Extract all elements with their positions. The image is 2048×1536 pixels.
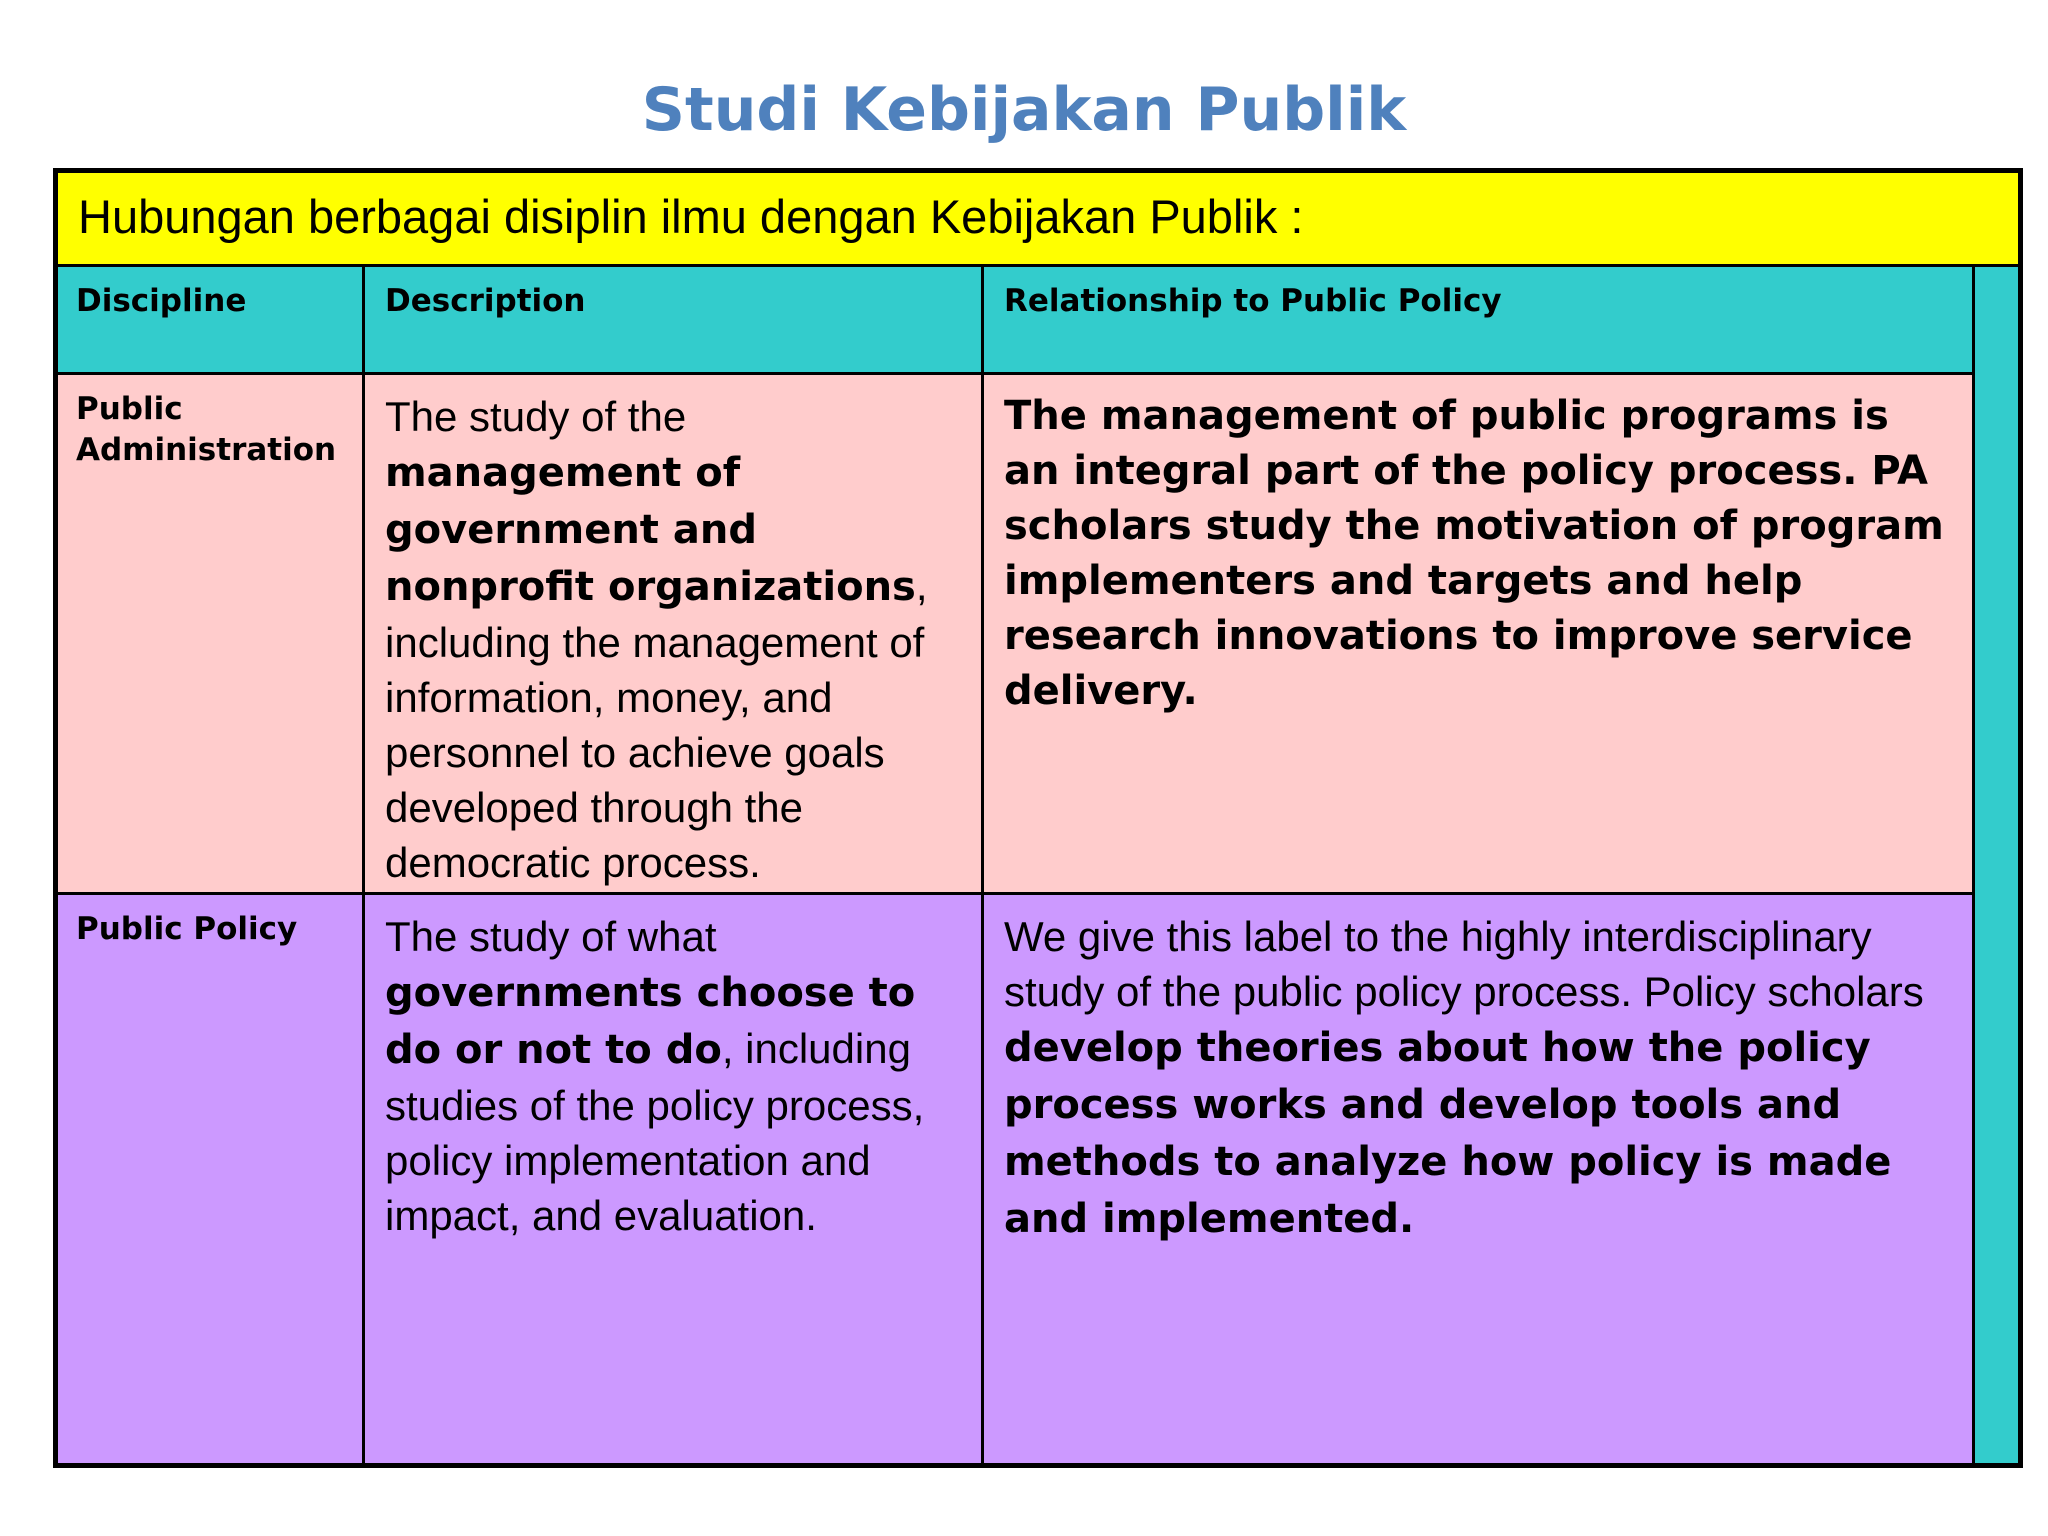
table-row	[58, 895, 1972, 1463]
header-relationship	[984, 267, 1972, 372]
description-cell	[365, 895, 984, 1463]
description-pre: The study of what	[385, 913, 717, 960]
discipline-name-line1: Public	[76, 391, 183, 427]
table-grid	[58, 267, 1975, 1463]
discipline-table	[53, 168, 2023, 1468]
header-description	[365, 267, 984, 372]
description-bold: governments choose to do or not to do	[385, 970, 916, 1073]
table-banner	[58, 173, 2018, 267]
relationship-bold: develop theories about how the policy process works and develop tools and methods to analyze how policy is made and implemented.	[1004, 1025, 1892, 1242]
relationship-cell	[984, 895, 1972, 1463]
header-relationship-label: Relationship to Public Policy	[1004, 283, 1502, 319]
description-text	[385, 389, 961, 890]
description-post: , including studies of the policy process, policy implementation and impact, and evaluation.	[385, 1025, 925, 1239]
description-text	[385, 909, 961, 1243]
header-description-label: Description	[385, 283, 586, 319]
slide-title: Studi Kebijakan Publik	[641, 75, 1407, 145]
discipline-name: Public Policy	[76, 911, 298, 947]
banner-text: Hubungan berbagai disiplin ilmu dengan Kebijakan Publik :	[78, 190, 1304, 243]
relationship-text: The management of public programs is an integral part of the policy process. PA scholars study the motivation of program implementers and targets and help research innovations to improve service delivery.	[1004, 393, 1944, 714]
description-post: , including the management of information, money, and personnel to achieve goals developed through the democratic process.	[385, 562, 928, 886]
discipline-cell	[58, 895, 365, 1463]
description-pre: The study of the	[385, 393, 687, 440]
header-discipline	[58, 267, 365, 372]
table-header-row	[58, 267, 1972, 375]
relationship-pre: We give this label to the highly interdisciplinary study of the public policy process. Policy scholars	[1004, 913, 1924, 1015]
relationship-text	[1004, 909, 1952, 1247]
description-bold: management of government and nonprofit organizations	[385, 450, 916, 610]
table-row	[58, 375, 1972, 895]
relationship-cell	[984, 375, 1972, 892]
discipline-cell	[58, 375, 365, 892]
discipline-name-line2: Administration	[76, 432, 337, 468]
description-cell	[365, 375, 984, 892]
header-discipline-label: Discipline	[76, 283, 247, 319]
